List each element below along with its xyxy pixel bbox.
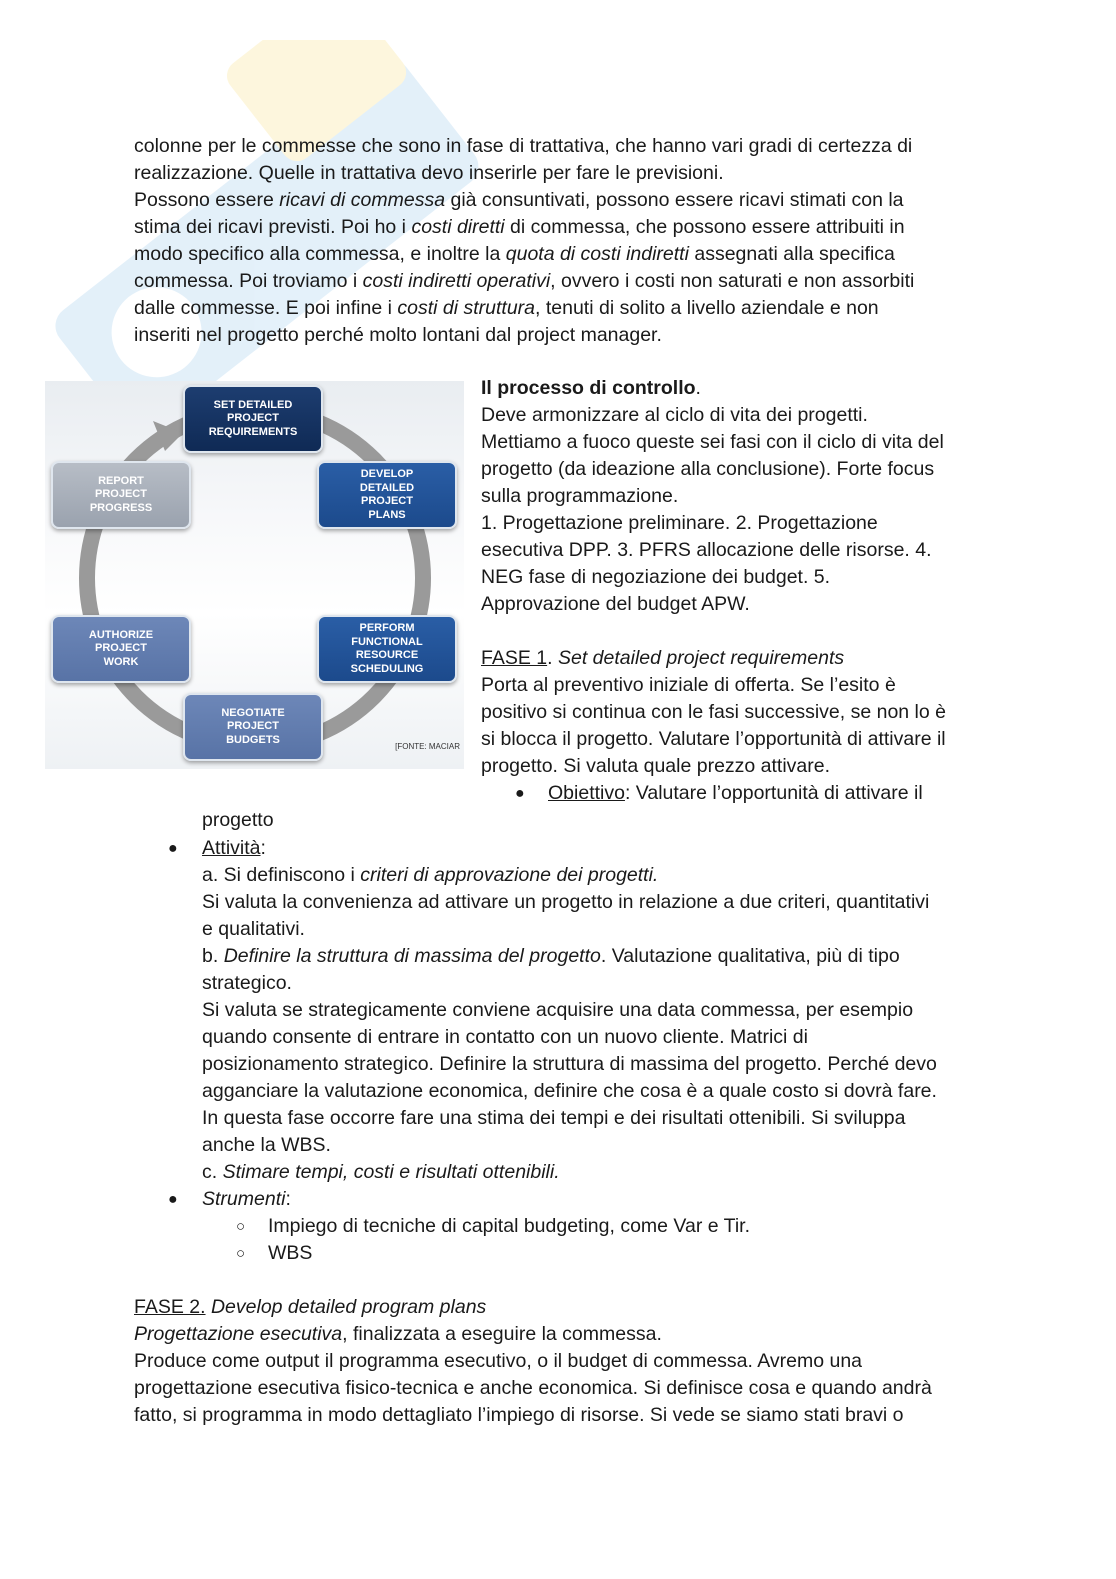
step-report-progress: REPORT PROJECT PROGRESS: [51, 461, 191, 529]
revenue-line: inseriti nel progetto perché molto lontani dal project manager.: [134, 324, 662, 346]
tool-text: WBS: [268, 1242, 313, 1264]
fase2-line: Progettazione esecutiva, finalizzata a eseguire la commessa.: [134, 1323, 662, 1345]
tool-item: [268, 1240, 312, 1267]
fase1-line: progetto. Si valuta quale prezzo attivare.: [481, 755, 831, 777]
intro-line: realizzazione. Quelle in trattativa devo inserirle per fare le previsioni.: [134, 162, 724, 184]
fase2-line: progettazione esecutiva fisico-tecnica e anche economica. Si definisce cosa e quando andrà: [134, 1377, 932, 1399]
bullet-icon: ●: [168, 1191, 178, 1208]
obiettivo-cont-line: progetto: [202, 809, 274, 831]
control-line: 1. Progettazione preliminare. 2. Progettazione: [481, 512, 878, 534]
tool-item: [268, 1213, 750, 1240]
obiettivo-continuation: [202, 807, 274, 834]
revenue-line: dalle commesse. E poi infine i costi di struttura, tenuti di solito a livello aziendale e non: [134, 297, 879, 319]
step-perform-resource-scheduling: PERFORM FUNCTIONAL RESOURCE SCHEDULING: [317, 615, 457, 683]
fase2-section: [134, 1294, 932, 1429]
control-line: esecutiva DPP. 3. PFRS allocazione delle risorse. 4.: [481, 539, 932, 561]
revenue-line: modo specifico alla commessa, e inoltre la quota di costi indiretti assegnati alla specifica: [134, 243, 895, 265]
bullet-icon: ●: [515, 785, 525, 802]
step-authorize-work: AUTHORIZE PROJECT WORK: [51, 615, 191, 683]
section-heading: Il processo di controllo.: [481, 377, 701, 399]
obiettivo-line: Obiettivo: Valutare l’opportunità di attivare il: [548, 782, 923, 804]
activity-line: agganciare la valutazione economica, definire che cosa è a quale costo si dovrà fare.: [202, 1080, 937, 1102]
strumenti-item: [202, 1186, 291, 1213]
step-negotiate-budgets: NEGOTIATE PROJECT BUDGETS: [183, 693, 323, 761]
intro-line: colonne per le commesse che sono in fase di trattativa, che hanno vari gradi di certezza di: [134, 135, 913, 157]
diagram-source: [FONTE: MACIAR: [395, 742, 460, 751]
control-line: Deve armonizzare al ciclo di vita dei progetti.: [481, 404, 868, 426]
activity-c: c. Stimare tempi, costi e risultati ottenibili.: [202, 1161, 560, 1183]
revenue-line: Possono essere ricavi di commessa già consuntivati, possono essere ricavi stimati con la: [134, 189, 904, 211]
control-line: progetto (da ideazione alla conclusione). Forte focus: [481, 458, 935, 480]
activity-line: quando consente di entrare in contatto con un nuovo cliente. Matrici di: [202, 1026, 808, 1048]
activity-line: anche la WBS.: [202, 1134, 331, 1156]
fase1-heading: FASE 1. Set detailed project requirements: [481, 647, 845, 669]
revenue-line: commessa. Poi troviamo i costi indiretti operativi, ovvero i costi non saturati e non assorbiti: [134, 270, 915, 292]
strumenti-label: Strumenti:: [202, 1188, 291, 1210]
control-process-section: [481, 375, 946, 780]
attivita-label: Attività:: [202, 837, 266, 859]
control-line: Approvazione del budget APW.: [481, 593, 750, 615]
activity-b: b. Definire la struttura di massima del progetto. Valutazione qualitativa, più di tipo: [202, 945, 900, 967]
fase1-line: Porta al preventivo iniziale di offerta. Se l’esito è: [481, 674, 896, 696]
activity-line: posizionamento strategico. Definire la struttura di massima del progetto. Perché devo: [202, 1053, 937, 1075]
step-develop-detailed-plans: DEVELOP DETAILED PROJECT PLANS: [317, 461, 457, 529]
step-set-detailed-requirements: SET DETAILED PROJECT REQUIREMENTS: [183, 385, 323, 453]
intro-paragraph: [134, 133, 914, 349]
attivita-item: [202, 835, 937, 1186]
control-line: NEG fase di negoziazione dei budget. 5.: [481, 566, 831, 588]
bullet-icon: ●: [168, 840, 178, 857]
obiettivo-item: [548, 780, 923, 807]
activity-line: strategico.: [202, 972, 292, 994]
activity-line: e qualitativi.: [202, 918, 305, 940]
tool-text: Impiego di tecniche di capital budgeting, come Var e Tir.: [268, 1215, 750, 1237]
circle-bullet-icon: ○: [236, 1245, 246, 1262]
control-line: sulla programmazione.: [481, 485, 679, 507]
fase2-line: fatto, si programma in modo dettagliato l’impiego di risorse. Si vede se siamo stati bravi o: [134, 1404, 904, 1426]
control-process-diagram: [45, 381, 464, 769]
revenue-line: stima dei ricavi previsti. Poi ho i costi diretti di commessa, che possono essere attribuiti in: [134, 216, 905, 238]
fase1-line: si blocca il progetto. Valutare l’opportunità di attivare il: [481, 728, 946, 750]
fase2-heading: FASE 2. Develop detailed program plans: [134, 1296, 487, 1318]
activity-a: a. Si definiscono i criteri di approvazione dei progetti.: [202, 864, 659, 886]
activity-line: Si valuta la convenienza ad attivare un progetto in relazione a due criteri, quantitativi: [202, 891, 930, 913]
fase2-line: Produce come output il programma esecutivo, o il budget di commessa. Avremo una: [134, 1350, 863, 1372]
blank-line: [481, 618, 946, 645]
activity-line: In questa fase occorre fare una stima dei tempi e dei risultati ottenibili. Si sviluppa: [202, 1107, 906, 1129]
fase1-line: positivo si continua con le fasi successive, se non lo è: [481, 701, 947, 723]
activity-line: Si valuta se strategicamente conviene acquisire una data commessa, per esempio: [202, 999, 914, 1021]
circle-bullet-icon: ○: [236, 1218, 246, 1235]
control-line: Mettiamo a fuoco queste sei fasi con il ciclo di vita del: [481, 431, 944, 453]
